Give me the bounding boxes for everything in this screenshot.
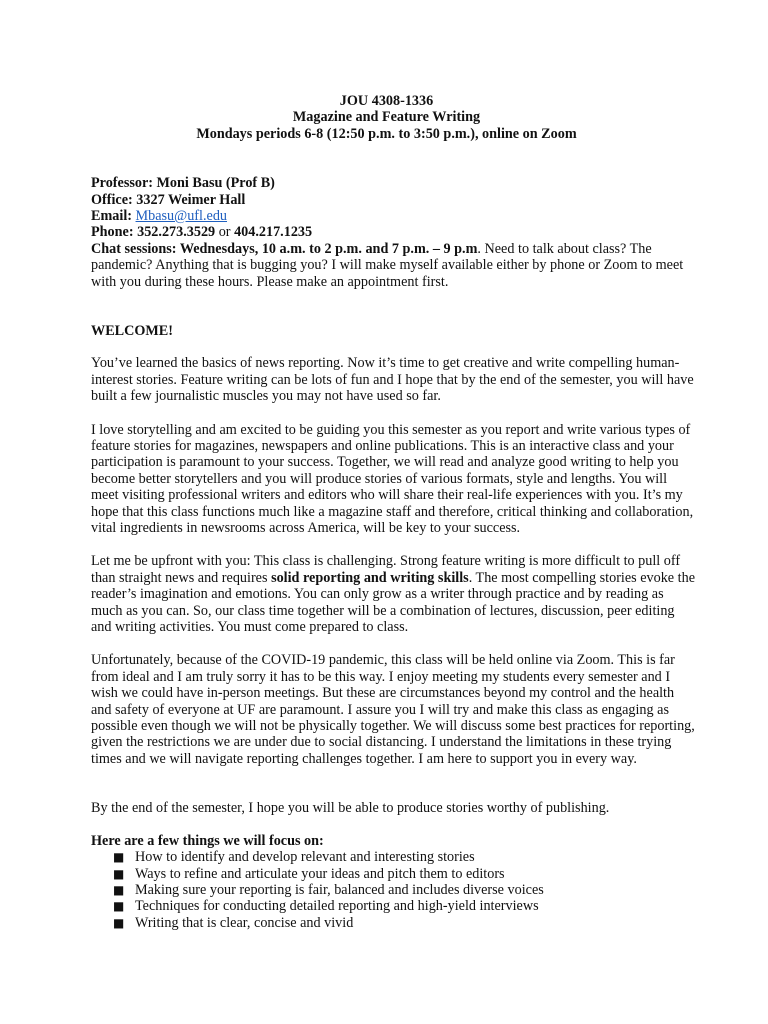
welcome-heading: WELCOME! bbox=[91, 322, 173, 339]
paragraph-goal: By the end of the semester, I hope you will be able to produce stories worthy of publishing. bbox=[91, 800, 610, 817]
focus-title: Here are a few things we will focus on: bbox=[91, 832, 324, 849]
phone-line: Phone: 352.273.3529 or 404.217.1235 bbox=[91, 224, 313, 241]
paragraph-covid: Unfortunately, because of the COVID-19 pandemic, this class will be held online via Zoom. This is far from ideal and I am truly sorry it has to be this way. I enjoy meeting my students every semester and I wish we could have in-person meetings. But these are circumstances beyond my control and the health and safety of everyone at UF are paramount. I assure you I will try and make this class as engaging as possible even though we will not be physically together. We will discuss some best practices for reporting, given the restrictions we are under due to social distancing. I understand the limitations in these trying times and we will navigate reporting challenges together. I am here to support you in every way. bbox=[91, 652, 695, 767]
list-item: ■ Writing that is clear, concise and vivid bbox=[113, 914, 354, 931]
course-title: Magazine and Feature Writing bbox=[292, 109, 481, 126]
phone-number-1: 352.273.3529 bbox=[137, 224, 216, 241]
paragraph-storytelling: I love storytelling and am excited to be guiding you this semester as you report and write various types of feature stories for magazines, newspapers and online publications. This is an interactive class and your participation is paramount to your success. Together, we will read and analyze good writing to help you become better storytellers and you will produce stories of various formats, style and lengths. You will meet visiting professional writers and editors who will share their real-life experiences with you. It’s my hope that this class functions much like a magazine staff and therefore, critical thinking and collaboration, vital ingredients in newsrooms across America, will be key to your success. bbox=[91, 421, 694, 537]
chat-sessions bbox=[91, 241, 698, 290]
course-schedule: Mondays periods 6-8 (12:50 p.m. to 3:50 p.m.), online on Zoom bbox=[196, 125, 577, 142]
paragraph-challenge: Let me be upfront with you: This class is challenging. Strong feature writing is more difficult to pull off than straight news and requires solid reporting and writing skills. The most compelling stories evoke the reader’s imagination and emotions. You can only grow as a writer through practice and by reading as much as you can. So, our class time together will be a combination of lectures, discussion, peer editing and writing activities. You must come prepared to class. bbox=[91, 553, 695, 636]
phone-number-2: 404.217.1235 bbox=[234, 224, 313, 241]
focus-list bbox=[91, 849, 698, 931]
square-bullet-icon: ■ bbox=[113, 866, 125, 881]
chat-sessions-label: Chat sessions: Wednesdays, 10 a.m. to 2 p.m. and 7 p.m. – 9 p.m bbox=[91, 240, 478, 257]
email-line bbox=[91, 208, 698, 224]
list-item: ■ Techniques for conducting detailed reporting and high-yield interviews bbox=[113, 898, 539, 915]
square-bullet-icon: ■ bbox=[113, 915, 125, 930]
square-bullet-icon: ■ bbox=[113, 899, 125, 914]
email-label: Email: bbox=[91, 207, 136, 224]
phone-label: Phone: bbox=[91, 224, 138, 241]
list-item: ■ How to identify and develop relevant and interesting stories bbox=[113, 849, 475, 866]
list-item: ■ Making sure your reporting is fair, balanced and includes diverse voices bbox=[113, 881, 544, 898]
office-line: Office: 3327 Weimer Hall bbox=[91, 191, 246, 208]
course-code: JOU 4308-1336 bbox=[339, 93, 434, 109]
list-item: ■ Ways to refine and articulate your ideas and pitch them to editors bbox=[113, 865, 505, 882]
chat-sessions-text: . Need to talk about class? The pandemic? Anything that is bugging you? I will make myself available either by phone or Zoom to meet with you during these hours. Please make an appointment first. bbox=[91, 240, 684, 290]
email-link[interactable]: Mbasu@ufl.edu bbox=[135, 207, 228, 224]
square-bullet-icon: ■ bbox=[113, 850, 125, 865]
square-bullet-icon: ■ bbox=[113, 882, 125, 897]
contact-info bbox=[91, 175, 698, 290]
paragraph-intro: You’ve learned the basics of news reporting. Now it’s time to get creative and write compelling human-interest stories. Feature writing can be lots of fun and I hope that by the end of the semester, you will have built a few journalistic muscles you may not have used so far. bbox=[91, 355, 694, 405]
professor-line: Professor: Moni Basu (Prof B) bbox=[91, 175, 275, 192]
course-header bbox=[91, 93, 698, 142]
